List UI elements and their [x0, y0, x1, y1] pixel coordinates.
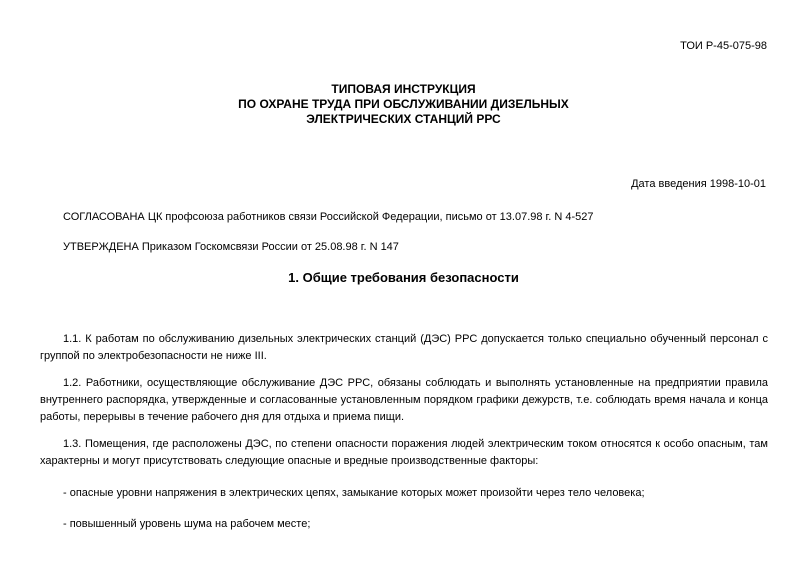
- section-heading: 1. Общие требования безопасности: [288, 270, 519, 285]
- approved-statement: УТВЕРЖДЕНА Приказом Госкомсвязи России от 25.08.98 г. N 147: [63, 241, 399, 253]
- title-line-3: ЭЛЕКТРИЧЕСКИХ СТАНЦИЙ РРС: [306, 112, 501, 126]
- paragraph-1-1: 1.1. К работам по обслуживанию дизельных электрических станций (ДЭС) РРС допускается только специально обученный персонал с группой по электробезопасности не ниже III.: [40, 333, 768, 362]
- agreed-statement: СОГЛАСОВАНА ЦК профсоюза работников связи Российской Федерации, письмо от 13.07.98 г. N 4-527: [63, 211, 594, 223]
- paragraph-1-3: 1.3. Помещения, где расположены ДЭС, по степени опасности поражения людей электрическим током относятся к особо опасным, там характерны и могут присутствовать следующие опасные и вредные производственные факторы:: [40, 438, 768, 467]
- document-title: [0, 82, 807, 127]
- title-line-1: ТИПОВАЯ ИНСТРУКЦИЯ: [331, 82, 476, 96]
- factor-list-item: - опасные уровни напряжения в электрических цепях, замыкание которых может произойти через тело человека;: [63, 487, 645, 499]
- intro-date: Дата введения 1998-10-01: [631, 178, 766, 190]
- paragraph-1-2: 1.2. Работники, осуществляющие обслуживание ДЭС РРС, обязаны соблюдать и выполнять установленные на предприятии правила внутреннего распорядка, утвержденные и согласованные установленным порядком графики дежурств, т.е. соблюдать время начала и конца работы, перерывы в течение рабочего дня для отдыха и приема пищи.: [40, 377, 768, 423]
- factor-list-item: - повышенный уровень шума на рабочем месте;: [63, 518, 311, 530]
- title-line-2: ПО ОХРАНЕ ТРУДА ПРИ ОБСЛУЖИВАНИИ ДИЗЕЛЬНЫХ: [238, 97, 569, 111]
- document-code: ТОИ Р-45-075-98: [680, 40, 767, 52]
